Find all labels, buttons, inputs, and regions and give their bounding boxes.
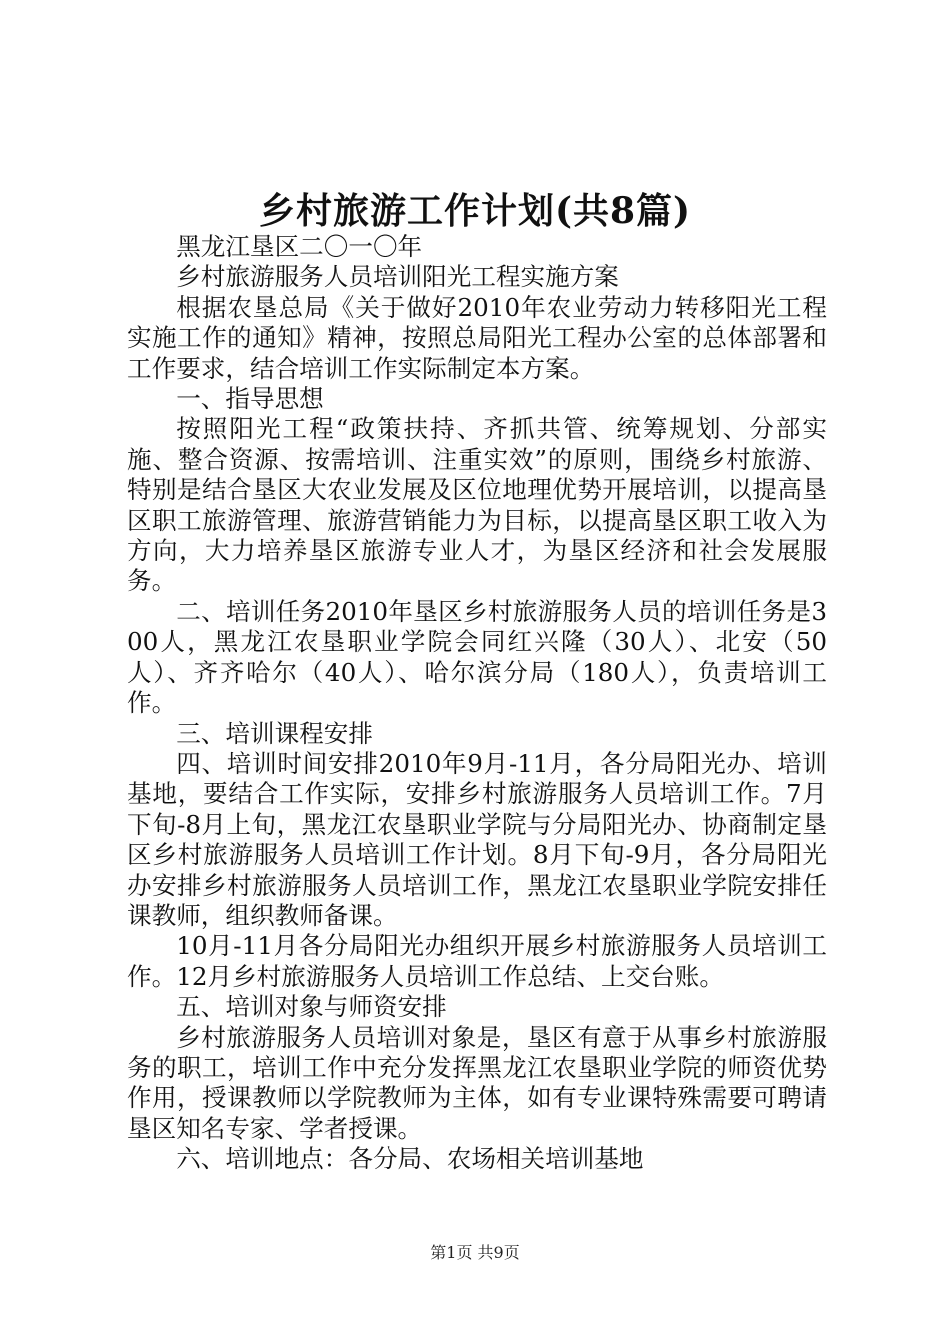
section-heading-training-location: 六、培训地点：各分局、农场相关培训基地 <box>176 1144 644 1174</box>
paragraph-intro: 根据农垦总局《关于做好2010年农业劳动力转移阳光工程实施工作的通知》精神，按照总局阳光工程办公室的总体部署和工作要求，结合培训工作实际制定本方案。 <box>127 292 827 383</box>
paragraph-guiding-thought: 按照阳光工程“政策扶持、齐抓共管、统筹规划、分部实施、整合资源、按需培训、注重实效”的原则，围绕乡村旅游、特别是结合垦区大农业发展及区位地理优势开展培训，以提高垦区职工旅游管理、旅游营销能力为目标，以提高垦区职工收入为方向，大力培养垦区旅游专业人才，为垦区经济和社会发展服务。 <box>127 414 827 596</box>
paragraph-schedule-continued: 10月-11月各分局阳光办组织开展乡村旅游服务人员培训工作。12月乡村旅游服务人员培训工作总结、上交台账。 <box>127 931 827 991</box>
paragraph-trainees-teachers: 乡村旅游服务人员培训对象是，垦区有意于从事乡村旅游服务的职工，培训工作中充分发挥黑龙江农垦职业学院的师资优势作用，授课教师以学院教师为主体，如有专业课特殊需要可聘请垦区知名专家、学者授课。 <box>127 1022 827 1143</box>
paragraph-region-year: 黑龙江垦区二〇一〇年 <box>176 232 423 261</box>
paragraph-plan-name: 乡村旅游服务人员培训阳光工程实施方案 <box>176 262 619 292</box>
paragraph-training-task: 二、培训任务2010年垦区乡村旅游服务人员的培训任务是300人，黑龙江农垦职业学院会同红兴隆（30人）、北安（50人）、齐齐哈尔（40人）、哈尔滨分局（180人），负责培训工作。 <box>127 596 827 718</box>
section-heading-guiding-thought: 一、指导思想 <box>176 384 324 414</box>
document-body <box>127 232 827 1175</box>
section-heading-trainees-teachers: 五、培训对象与师资安排 <box>176 992 447 1022</box>
section-heading-course-arrangement: 三、培训课程安排 <box>176 718 373 748</box>
page-footer: 第1页 共9页 <box>430 1243 520 1262</box>
document-title: 乡村旅游工作计划(共8篇) <box>258 190 692 232</box>
paragraph-schedule: 四、培训时间安排2010年9月-11月，各分局阳光办、培训基地，要结合工作实际，安排乡村旅游服务人员培训工作。7月下旬-8月上旬，黑龙江农垦职业学院与分局阳光办、协商制定垦区乡村旅游服务人员培训工作计划。8月下旬-9月，各分局阳光办安排乡村旅游服务人员培训工作，黑龙江农垦职业学院安排任课教师，组织教师备课。 <box>127 748 827 930</box>
